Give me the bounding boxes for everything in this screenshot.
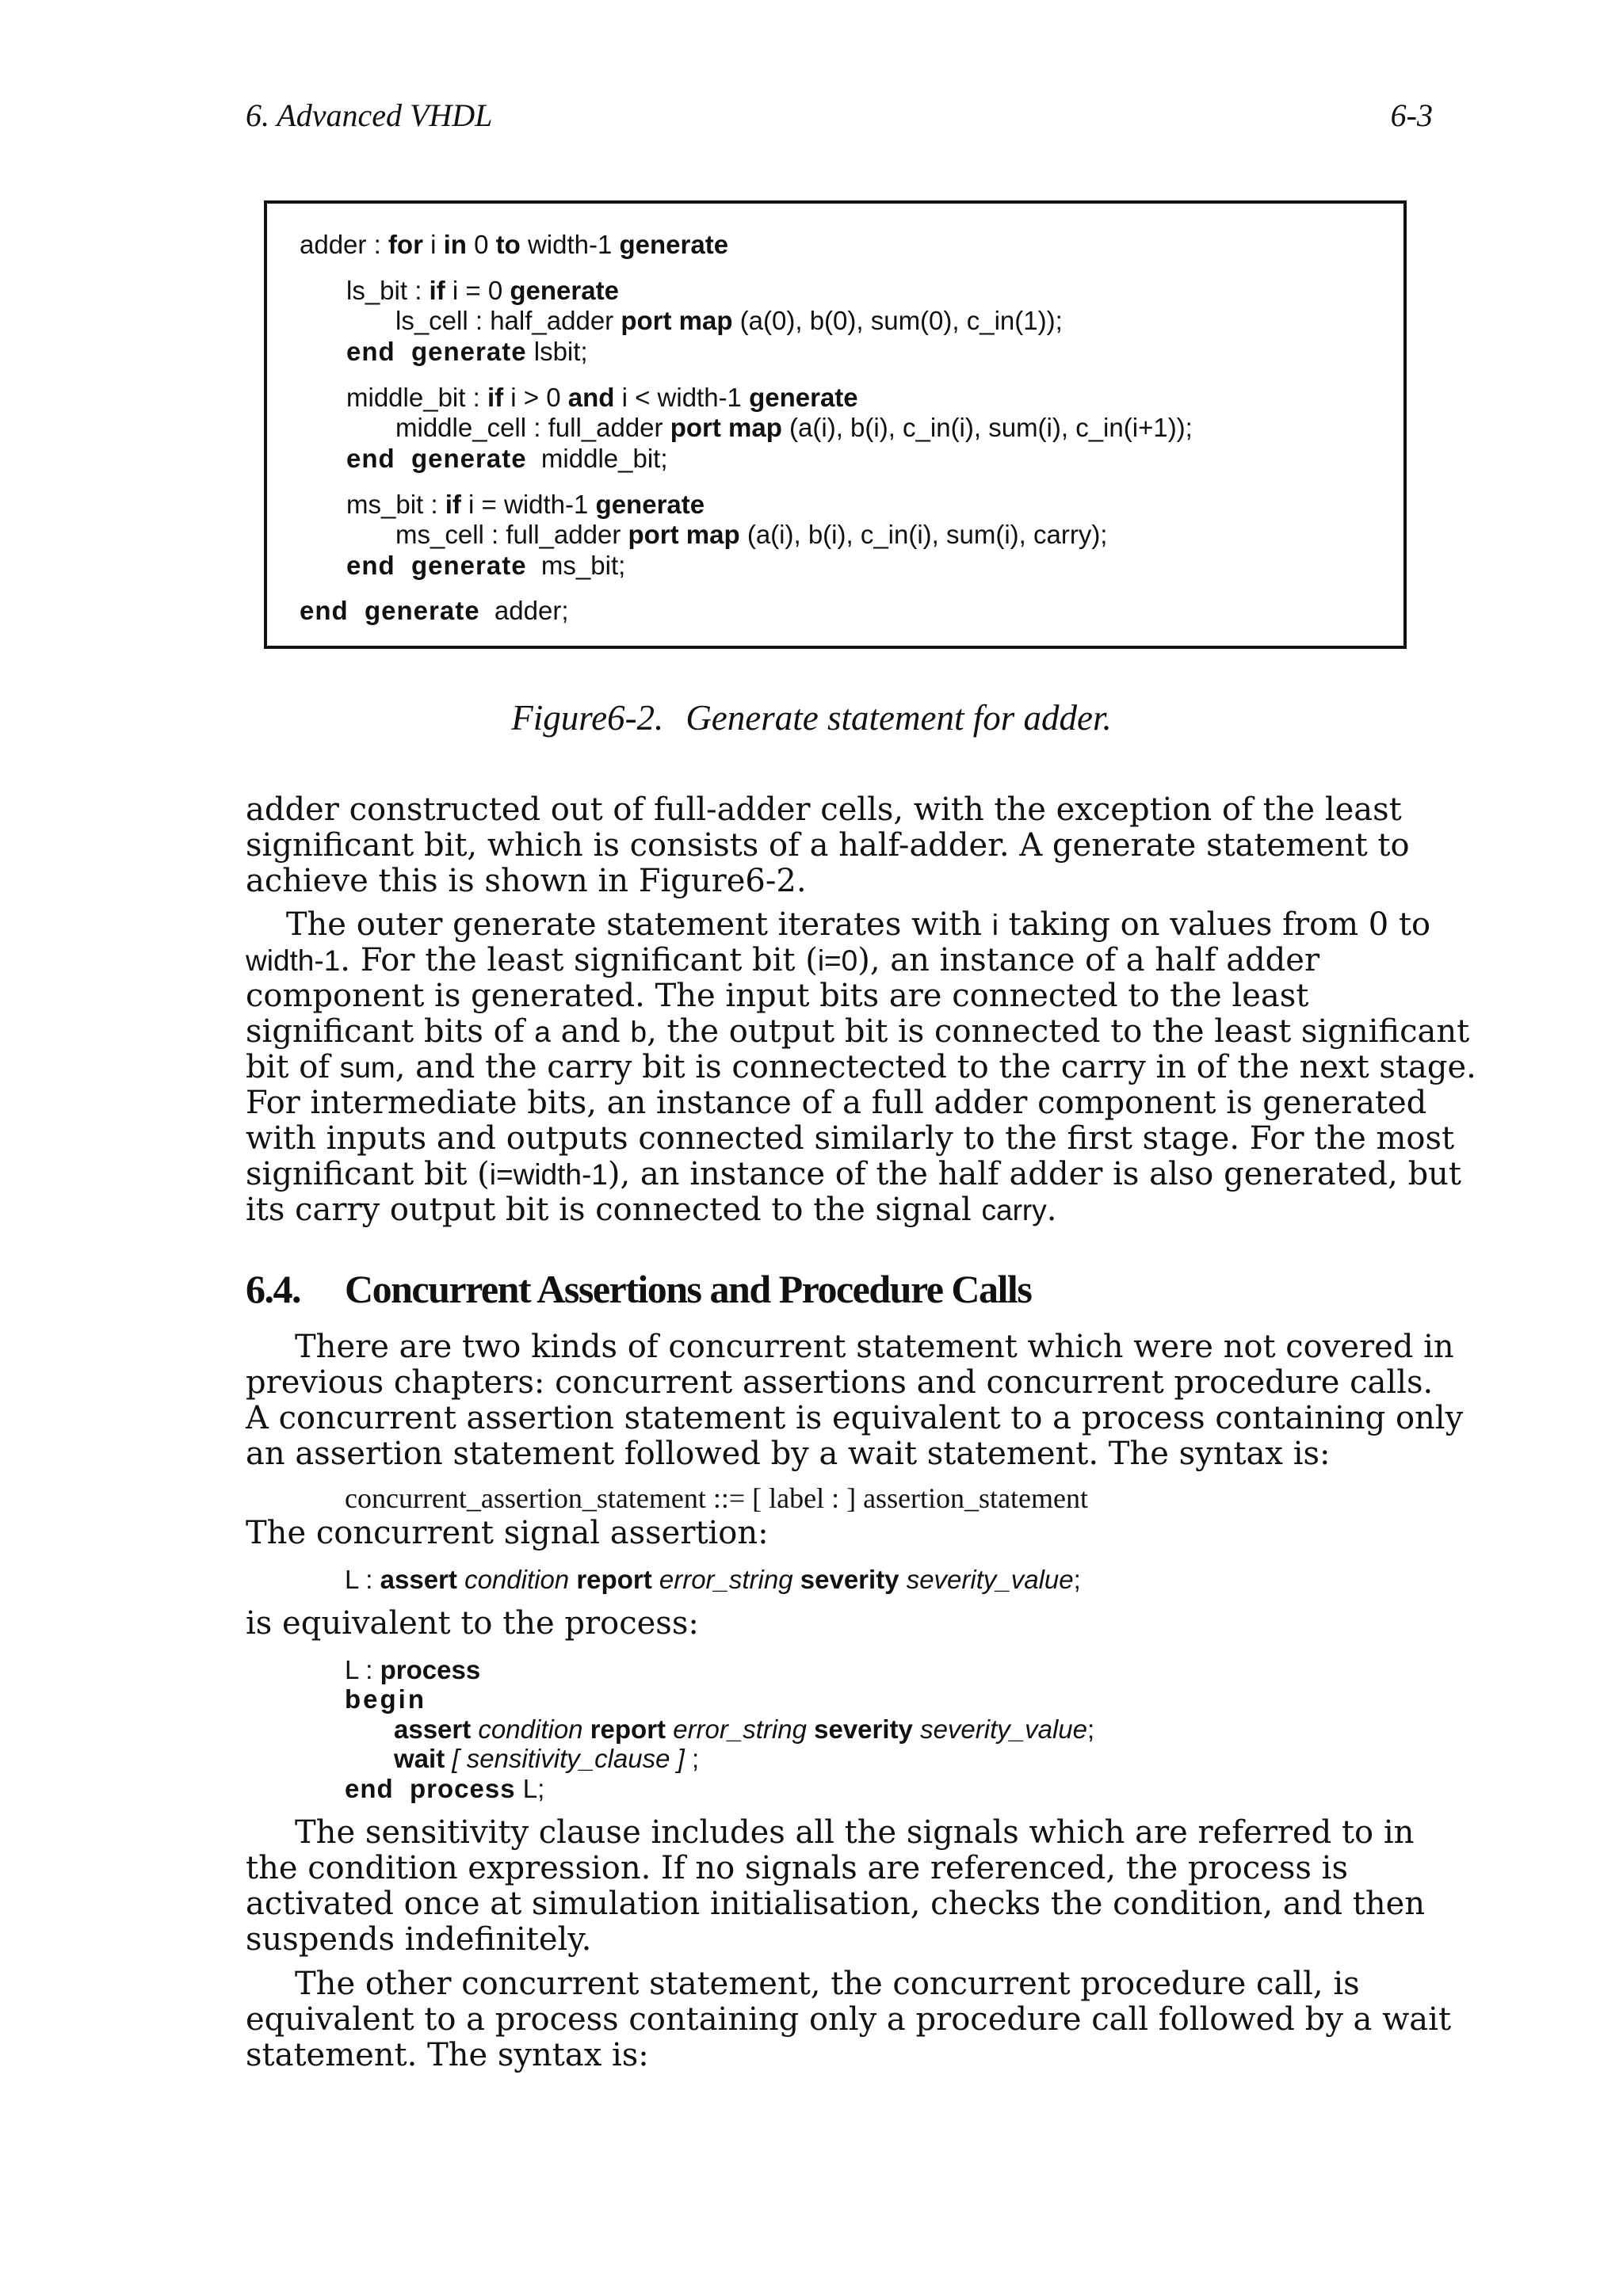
equivalent-process-label [246, 1606, 1434, 1642]
text-line: activated once at simulation initialisation, checks the condition, and then [246, 1886, 1426, 1922]
code-line: ls_cell : half_adder port map (a(0), b(0), sum(0), c_in(1)); [395, 306, 1063, 335]
page-number: 6-3 [1390, 97, 1433, 133]
code-line: L : process [345, 1655, 481, 1684]
text-line: The concurrent signal assertion: [246, 1515, 769, 1551]
figure-caption [0, 697, 1623, 738]
code-line: end generate ms_bit; [346, 551, 626, 580]
text-line: an assertion statement followed by a wait statement. The syntax is: [246, 1436, 1331, 1472]
text-line: significant bits of a and b, the output bit is connected to the least significant [246, 1013, 1470, 1050]
code-line: middle_bit : if i > 0 and i < width-1 generate [346, 383, 858, 412]
code-line: ms_cell : full_adder port map (a(i), b(i), c_in(i), sum(i), carry); [395, 520, 1108, 549]
code-line: middle_cell : full_adder port map (a(i), b(i), c_in(i), sum(i), c_in(i+1)); [395, 413, 1193, 442]
code-line: wait [ sensitivity_clause ] ; [394, 1744, 700, 1773]
paragraph-intro [246, 792, 1434, 899]
paragraph-procedure-call [246, 1966, 1452, 2073]
text-line: adder constructed out of full-adder cells, with the exception of the least [246, 791, 1402, 828]
text-line: previous chapters: concurrent assertions and concurrent procedure calls. [246, 1364, 1434, 1401]
running-header-chapter: 6. Advanced VHDL [246, 97, 493, 133]
section-heading [246, 1266, 1031, 1312]
text-line: significant bit (i=width-1), an instance of the half adder is also generated, but [246, 1156, 1462, 1192]
code-line: end generate lsbit; [346, 337, 588, 366]
text-line: with inputs and outputs connected similarly to the first stage. For the most [246, 1120, 1455, 1157]
text-line: the condition expression. If no signals are referenced, the process is [246, 1850, 1348, 1886]
text-line: component is generated. The input bits are connected to the least [246, 978, 1309, 1014]
text-line: width-1. For the least significant bit (i=0), an instance of a half adder [246, 942, 1320, 978]
code-line: end generate adder; [300, 596, 569, 625]
paragraph-generate-explanation [246, 906, 1476, 1228]
code-line: ms_bit : if i = width-1 generate [346, 490, 705, 519]
code-line: ls_bit : if i = 0 generate [346, 276, 619, 305]
text-line: There are two kinds of concurrent statement which were not covered in [295, 1329, 1454, 1365]
section-number: 6.4. [246, 1267, 300, 1311]
code-line: end generate middle_bit; [346, 444, 668, 473]
code-line-assert: L : assert condition report error_string severity severity_value; [345, 1565, 1081, 1594]
code-line: begin [345, 1684, 426, 1714]
text-line: bit of sum, and the carry bit is connectected to the carry in of the next stage. [246, 1049, 1476, 1085]
paragraph-sensitivity [246, 1815, 1434, 1958]
figure-caption-text: Generate statement for adder. [685, 698, 1112, 738]
paragraph-concurrent-statements [246, 1329, 1464, 1472]
code-line: end process L; [345, 1774, 545, 1803]
concurrent-assertion-label [246, 1516, 1434, 1551]
text-line: statement. The syntax is: [246, 2037, 649, 2073]
text-line: its carry output bit is connected to the signal carry. [246, 1192, 1057, 1228]
figure-caption-number: Figure6-2. [511, 698, 664, 738]
text-line: significant bit, which is consists of a half-adder. A generate statement to [246, 827, 1410, 864]
text-line: The outer generate statement iterates with i taking on values from 0 to [246, 906, 1431, 943]
section-title: Concurrent Assertions and Procedure Calls [345, 1267, 1032, 1311]
text-line: achieve this is shown in Figure6-2. [246, 863, 807, 899]
text-line: suspends indefinitely. [246, 1921, 592, 1958]
text-line: The other concurrent statement, the concurrent procedure call, is [295, 1966, 1360, 2002]
text-line: For intermediate bits, an instance of a full adder component is generated [246, 1085, 1427, 1121]
text-line: is equivalent to the process: [246, 1605, 699, 1642]
code-line: adder : for i in 0 to width-1 generate [300, 230, 729, 259]
text-line: The sensitivity clause includes all the signals which are referred to in [295, 1814, 1415, 1851]
code-line: assert condition report error_string severity severity_value; [394, 1714, 1095, 1744]
text-line: equivalent to a process containing only a procedure call followed by a wait [246, 2001, 1452, 2038]
syntax-production: concurrent_assertion_statement ::= [ label : ] assertion_statement [345, 1482, 1089, 1514]
text-line: A concurrent assertion statement is equivalent to a process containing only [246, 1400, 1464, 1436]
figure-code-box [264, 200, 1407, 649]
